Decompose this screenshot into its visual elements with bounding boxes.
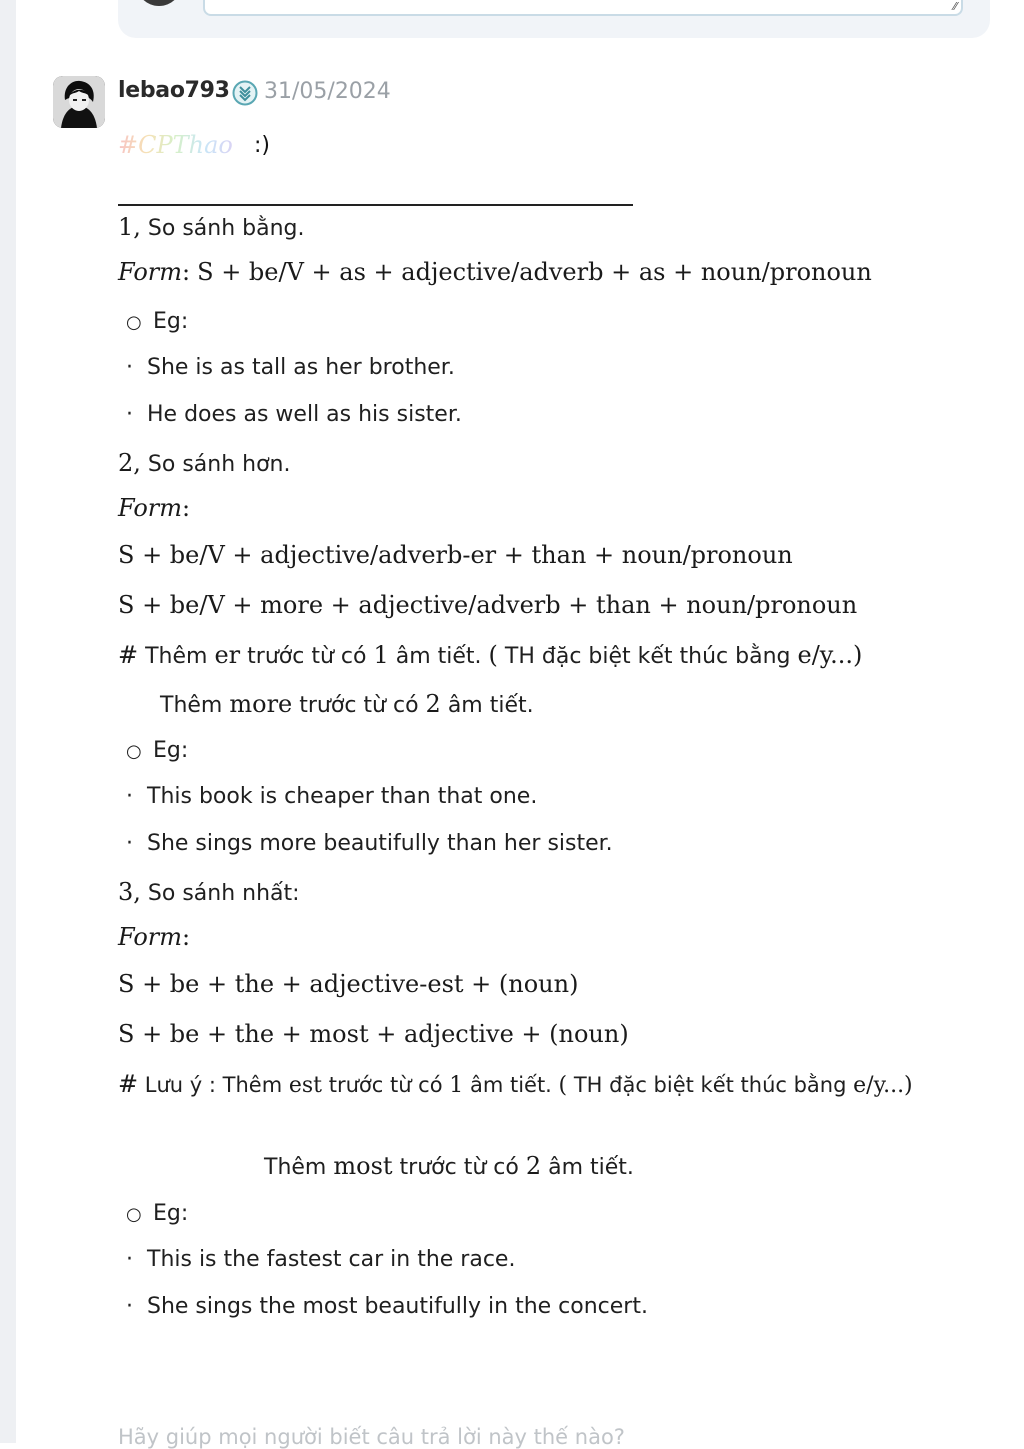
rank-badge-icon — [232, 80, 258, 106]
section2-heading — [118, 449, 291, 477]
avatar-image — [53, 76, 105, 128]
section3-form-colon: : — [182, 923, 191, 951]
section1-eg-label: Eg: — [153, 309, 189, 334]
section3-note2-c: âm tiết. — [548, 1155, 634, 1180]
section2-note1-num: 1 — [373, 641, 389, 669]
section3-eg-label: Eg: — [153, 1201, 189, 1226]
section2-note2-c: âm tiết. — [447, 693, 534, 718]
section2-note-2 — [160, 690, 534, 718]
section3-example-2: She sings the most beautifully in the concert. — [147, 1294, 648, 1319]
section1-example-2: He does as well as his sister. — [147, 402, 462, 427]
dot-bullet-icon: · — [126, 1247, 133, 1272]
section3-note-2 — [264, 1152, 634, 1180]
section3-note1-a: Thêm — [222, 1073, 283, 1097]
circle-bullet-icon: ○ — [126, 1204, 142, 1225]
dot-bullet-icon: · — [126, 402, 133, 427]
post-date: 31/05/2024 — [264, 79, 391, 104]
hashtag: #CPThao — [118, 131, 233, 159]
section2-title: So sánh hơn. — [147, 452, 291, 477]
section3-formula-2: S + be + the + most + adjective + (noun) — [118, 1020, 629, 1048]
avatar[interactable] — [53, 76, 105, 128]
section2-number: 2, — [118, 449, 141, 477]
dot-bullet-icon: · — [126, 1294, 133, 1319]
section3-note1-b: trước từ có — [328, 1073, 443, 1097]
section2-formula-1: S + be/V + adjective/adverb-er + than + noun/pronoun — [118, 541, 793, 569]
section1-form-label: Form — [118, 258, 183, 286]
section2-note-1 — [118, 641, 862, 669]
section3-title: So sánh nhất: — [147, 881, 300, 906]
section3-note2-kw: most — [333, 1152, 393, 1180]
section3-example-1: This is the fastest car in the race. — [147, 1247, 516, 1272]
section3-note1-ey: e/y...) — [853, 1073, 913, 1098]
section3-form — [118, 923, 190, 951]
section3-heading — [118, 878, 300, 906]
section2-note1-a: Thêm — [145, 644, 208, 669]
section2-eg-label: Eg: — [153, 738, 189, 763]
section2-note1-d: TH đặc biệt kết thúc bằng — [504, 644, 791, 669]
circle-bullet-icon: ○ — [126, 312, 142, 333]
section3-note1-c: âm tiết. — [469, 1073, 552, 1097]
section2-form-colon: : — [182, 494, 191, 522]
section1-form-colon: : — [182, 258, 191, 286]
section3-note1-num: 1 — [449, 1073, 464, 1098]
section2-formula-2: S + be/V + more + adjective/adverb + than + noun/pronoun — [118, 591, 858, 619]
dot-bullet-icon: · — [126, 831, 133, 856]
section2-note-hash: # — [118, 641, 139, 669]
rating-prompt: Hãy giúp mọi người biết câu trả lời này thế nào? — [118, 1425, 625, 1449]
section1-number: 1, — [118, 213, 141, 241]
section2-note1-b: trước từ có — [247, 644, 367, 669]
dot-bullet-icon: · — [126, 784, 133, 809]
section3-formula-1: S + be + the + adjective-est + (noun) — [118, 970, 579, 998]
section1-form — [118, 258, 872, 286]
section2-note1-paren: ( — [488, 641, 498, 669]
dot-bullet-icon: · — [126, 355, 133, 380]
section3-note-1 — [118, 1070, 913, 1098]
section3-note2-b: trước từ có — [399, 1155, 519, 1180]
circle-bullet-icon: ○ — [126, 741, 142, 762]
section1-example-1: She is as tall as her brother. — [147, 355, 455, 380]
section3-note-hash: # — [118, 1070, 139, 1098]
section3-note2-num: 2 — [525, 1152, 542, 1180]
section2-note1-kw: er — [214, 641, 241, 669]
section2-example-1: This book is cheaper than that one. — [147, 784, 538, 809]
section2-note2-a: Thêm — [160, 693, 223, 718]
section3-note1-paren: ( — [558, 1073, 568, 1098]
section3-number: 3, — [118, 878, 141, 906]
comment-textarea[interactable] — [203, 0, 963, 16]
section1-title: So sánh bằng. — [147, 216, 305, 241]
section2-note2-kw: more — [229, 690, 293, 718]
section2-note2-b: trước từ có — [299, 693, 419, 718]
section3-note-label: Lưu ý : — [144, 1073, 216, 1097]
section2-form-label: Form — [118, 494, 183, 522]
section3-note1-kw: est — [288, 1073, 323, 1098]
left-rail — [0, 0, 16, 1443]
resize-grip-icon[interactable]: ⁄⁄ — [953, 0, 957, 13]
section2-example-2: She sings more beautifully than her sister. — [147, 831, 613, 856]
section2-note1-ey: e/y...) — [797, 641, 863, 669]
section3-note2-a: Thêm — [264, 1155, 327, 1180]
divider — [118, 204, 633, 206]
section2-note1-c: âm tiết. — [395, 644, 482, 669]
section3-note1-d: TH đặc biệt kết thúc bằng — [573, 1073, 847, 1097]
username[interactable]: lebao793 — [118, 78, 230, 103]
section2-note2-num: 2 — [425, 690, 441, 718]
section1-heading — [118, 213, 305, 241]
emoticon: :) — [254, 133, 270, 158]
section3-form-label: Form — [118, 923, 183, 951]
section2-form — [118, 494, 190, 522]
section1-formula: S + be/V + as + adjective/adverb + as + noun/pronoun — [197, 258, 872, 286]
